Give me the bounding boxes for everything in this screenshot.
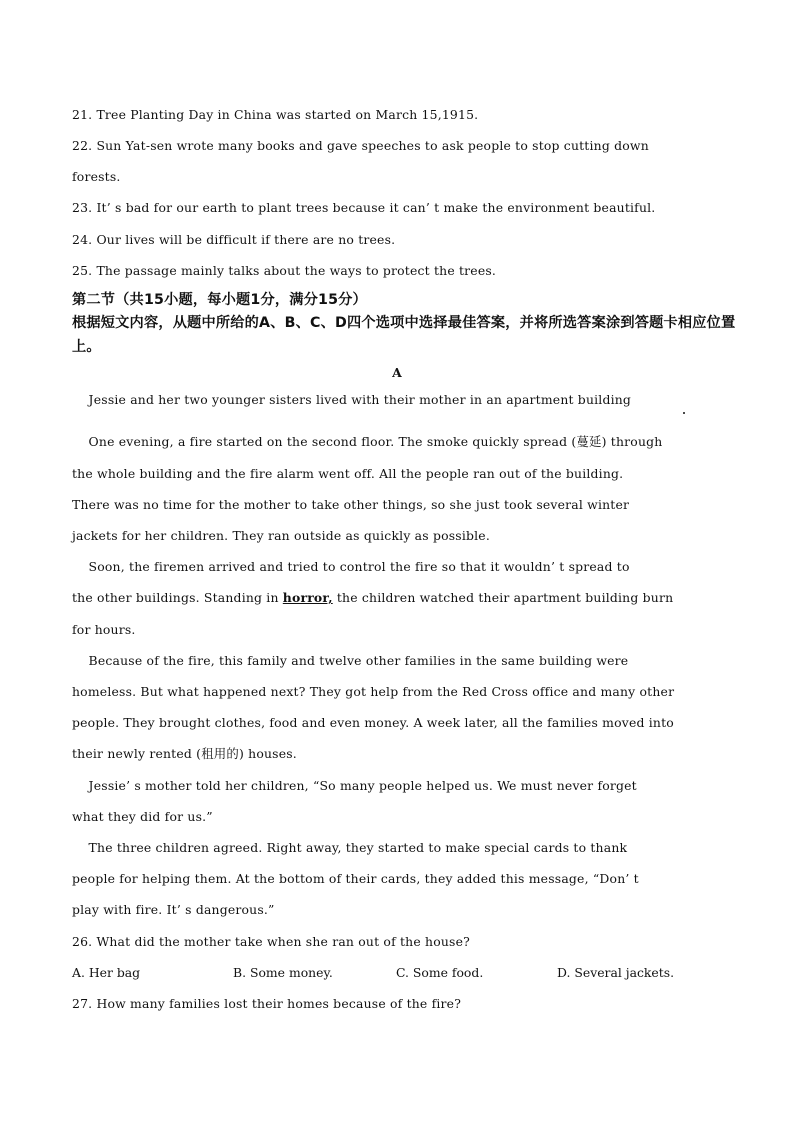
section-title: 第二节（共15小题，每小题1分，满分15分） bbox=[72, 292, 367, 308]
passage-paragraph-2-line3: There was no time for the mother to take other things, so she just took several winter bbox=[72, 497, 630, 512]
question-23: 23. It’ s bad for our earth to plant trees because it can’ t make the environment beautiful. bbox=[72, 200, 656, 215]
question-21: 21. Tree Planting Day in China was started on March 15,1915. bbox=[72, 107, 479, 122]
passage-paragraph-1: Jessie and her two younger sisters lived with their mother in an apartment building bbox=[72, 392, 632, 407]
question-24: 24. Our lives will be difficult if there are no trees. bbox=[72, 232, 396, 247]
passage-paragraph-4-line1: Because of the fire, this family and twelve other families in the same building were bbox=[72, 653, 629, 668]
passage-paragraph-3-line1: Soon, the firemen arrived and tried to control the fire so that it wouldn’ t spread to bbox=[72, 559, 630, 574]
question-26-option-a: A. Her bag bbox=[72, 965, 141, 980]
question-26-option-d: D. Several jackets. bbox=[557, 965, 675, 980]
vocab-word-horror: horror, bbox=[282, 590, 333, 605]
question-25: 25. The passage mainly talks about the ways to protect the trees. bbox=[72, 263, 497, 278]
passage-paragraph-5-line1: Jessie’ s mother told her children, “So many people helped us. We must never forget bbox=[72, 778, 637, 793]
passage-paragraph-6-line2: people for helping them. At the bottom of their cards, they added this message, “Don’ t bbox=[72, 871, 639, 886]
passage-paragraph-5-line2: what they did for us.” bbox=[72, 809, 213, 824]
passage-paragraph-3-line3: for hours. bbox=[72, 622, 136, 637]
stray-dot bbox=[683, 412, 685, 414]
passage-paragraph-4-line4: their newly rented (租用的) houses. bbox=[72, 746, 297, 761]
passage-paragraph-2-line2: the whole building and the fire alarm went off. All the people ran out of the building. bbox=[72, 466, 624, 481]
passage-paragraph-4-line2: homeless. But what happened next? They got help from the Red Cross office and many other bbox=[72, 684, 675, 699]
question-27: 27. How many families lost their homes because of the fire? bbox=[72, 996, 462, 1011]
question-22-line1: 22. Sun Yat-sen wrote many books and gave speeches to ask people to stop cutting down bbox=[72, 138, 649, 153]
p3-text-before: the other buildings. Standing in bbox=[72, 590, 283, 605]
question-22-line2: forests. bbox=[72, 169, 121, 184]
instruction-line2: 上。 bbox=[72, 339, 101, 355]
passage-paragraph-2-line4: jackets for her children. They ran outside as quickly as possible. bbox=[72, 528, 490, 543]
p3-text-after: the children watched their apartment building burn bbox=[332, 590, 674, 605]
question-26-option-c: C. Some food. bbox=[396, 965, 484, 980]
passage-paragraph-6-line1: The three children agreed. Right away, they started to make special cards to thank bbox=[72, 840, 628, 855]
passage-paragraph-3-line2 bbox=[72, 590, 673, 605]
passage-paragraph-2-line1: One evening, a fire started on the second floor. The smoke quickly spread (蔓延) through bbox=[72, 434, 663, 449]
question-26: 26. What did the mother take when she ran out of the house? bbox=[72, 934, 470, 949]
instruction-line1: 根据短文内容，从题中所给的A、B、C、D四个选项中选择最佳答案，并将所选答案涂到答题卡相应位置 bbox=[72, 315, 736, 331]
passage-label: A bbox=[392, 365, 402, 380]
passage-paragraph-4-line3: people. They brought clothes, food and even money. A week later, all the families moved into bbox=[72, 715, 674, 730]
question-26-option-b: B. Some money. bbox=[233, 965, 333, 980]
passage-paragraph-6-line3: play with fire. It’ s dangerous.” bbox=[72, 902, 275, 917]
